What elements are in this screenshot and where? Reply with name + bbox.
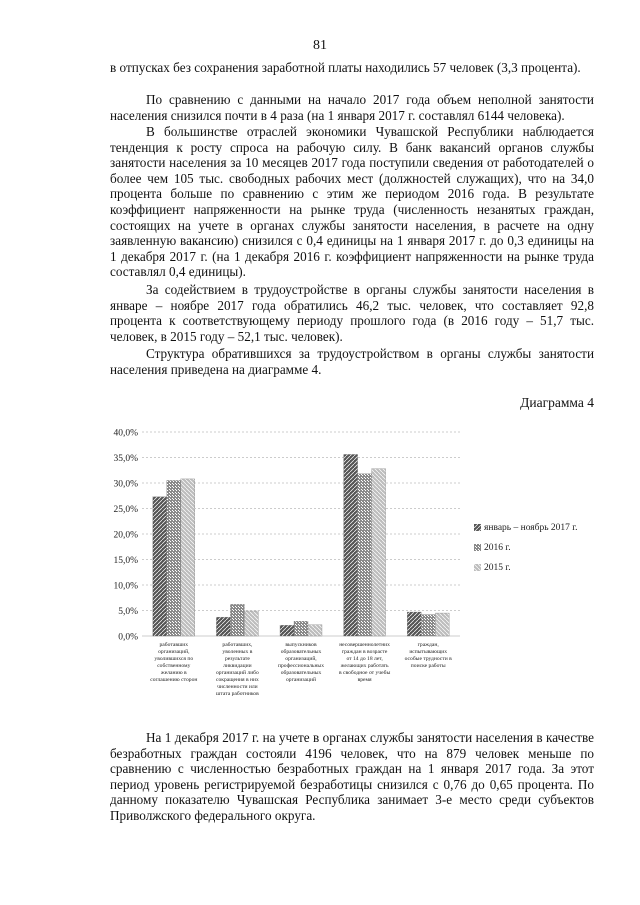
y-tick-label: 30,0%: [113, 479, 138, 490]
y-tick-label: 25,0%: [113, 505, 138, 515]
legend-swatch: [474, 564, 481, 571]
bar-2-series-0: [280, 625, 294, 636]
legend-swatch: [474, 524, 481, 531]
bar-0-series-0: [153, 497, 167, 636]
bar-chart: [98, 424, 598, 714]
bar-3-series-1: [358, 474, 372, 636]
legend-label: 2016 г.: [484, 543, 511, 553]
bar-1-series-0: [216, 617, 230, 636]
legend-label: январь – ноябрь 2017 г.: [484, 523, 578, 533]
paragraph-5: Структура обратившихся за трудоустройством в органы службы занятости населения приведена на диаграмме 4.: [110, 346, 594, 377]
y-tick-label: 10,0%: [113, 581, 138, 592]
bar-2-series-1: [294, 621, 308, 636]
paragraph-4: За содействием в трудоустройстве в органы службы занятости населения в январе – ноябре 2017 года обратились 46,2 тыс. человек, что составляет 92,8 процента к соответствующему периоду прошлого года (в 2016 году – 51,7 тыс. человек, в 2015 году – 52,1 тыс. человек).: [110, 282, 594, 344]
legend-label: 2015 г.: [484, 563, 511, 573]
bar-0-series-1: [167, 480, 181, 636]
bar-1-series-2: [244, 611, 258, 636]
category-label: несовершеннолетних граждан в возрасте от 14 до 18 лет, желающих работать в свободное от учебы время: [338, 642, 391, 683]
category-label: граждан, испытывающих особые трудности в поиске работы: [404, 642, 452, 669]
y-tick-label: 5,0%: [118, 607, 138, 617]
y-tick-label: 20,0%: [113, 530, 138, 541]
bar-3-series-2: [372, 469, 386, 636]
legend-swatch: [474, 544, 481, 551]
bar-0-series-2: [181, 479, 195, 636]
y-tick-label: 15,0%: [113, 556, 138, 566]
y-tick-label: 40,0%: [113, 428, 138, 439]
bar-1-series-1: [230, 604, 244, 636]
bar-2-series-2: [308, 625, 322, 636]
category-label: работавших организаций, уволившихся по собственному желанию в соглашению сторон: [150, 642, 198, 683]
bar-3-series-0: [344, 454, 358, 636]
category-label: работавших, уволенных в результате ликвидации организаций либо сокращения в них численности или штата работников: [215, 642, 259, 697]
diagram-caption: Диаграмма 4: [520, 395, 594, 410]
bar-4-series-2: [435, 613, 449, 636]
paragraph-1: в отпусках без сохранения заработной платы находились 57 человек (3,3 процента).: [110, 60, 581, 75]
paragraph-3: В большинстве отраслей экономики Чувашской Республики наблюдается тенденция к росту спроса на рабочую силу. В банк вакансий органов службы занятости населения за 10 месяцев 2017 года поступили сведения от работодателей о более чем 105 тыс. свободных рабочих мест (должностей служащих), что на 34,0 процента больше по сравнению с этим же периодом 2016 года. В результате коэффициент напряженности на рынке труда (численность незанятых граждан, состоящих на учете в органах службы занятости населения, в расчете на одну заявленную вакансию) снизился с 0,4 единицы на 1 января 2017 г. до 0,3 единицы на 1 декабря 2017 г. (на 1 декабря 2016 г. коэффициент напряженности на рынке труда составлял 0,4 единицы).: [110, 124, 594, 280]
paragraph-6: На 1 декабря 2017 г. на учете в органах службы занятости населения в качестве безработных граждан состояли 4196 человек, что на 879 человек меньше по сравнению с численностью безработных граждан на 1 января 2017 года. За этот период уровень регистрируемой безработицы снизился с 0,76 до 0,65 процента. По данному показателю Чувашская Республика занимает 3-е место среди субъектов Приволжского федерального округа.: [110, 730, 594, 823]
bar-4-series-0: [407, 612, 421, 636]
y-tick-label: 0,0%: [118, 632, 138, 643]
category-label: выпускников образовательных организаций, профессиональных образовательных организаций: [277, 642, 325, 683]
page-number: 81: [313, 38, 327, 53]
paragraph-2: По сравнению с данными на начало 2017 года объем неполной занятости населения снизился почти в 4 раза (на 1 января 2017 г. составлял 6144 человека).: [110, 92, 594, 123]
y-tick-label: 35,0%: [113, 454, 138, 464]
bar-4-series-1: [421, 615, 435, 636]
